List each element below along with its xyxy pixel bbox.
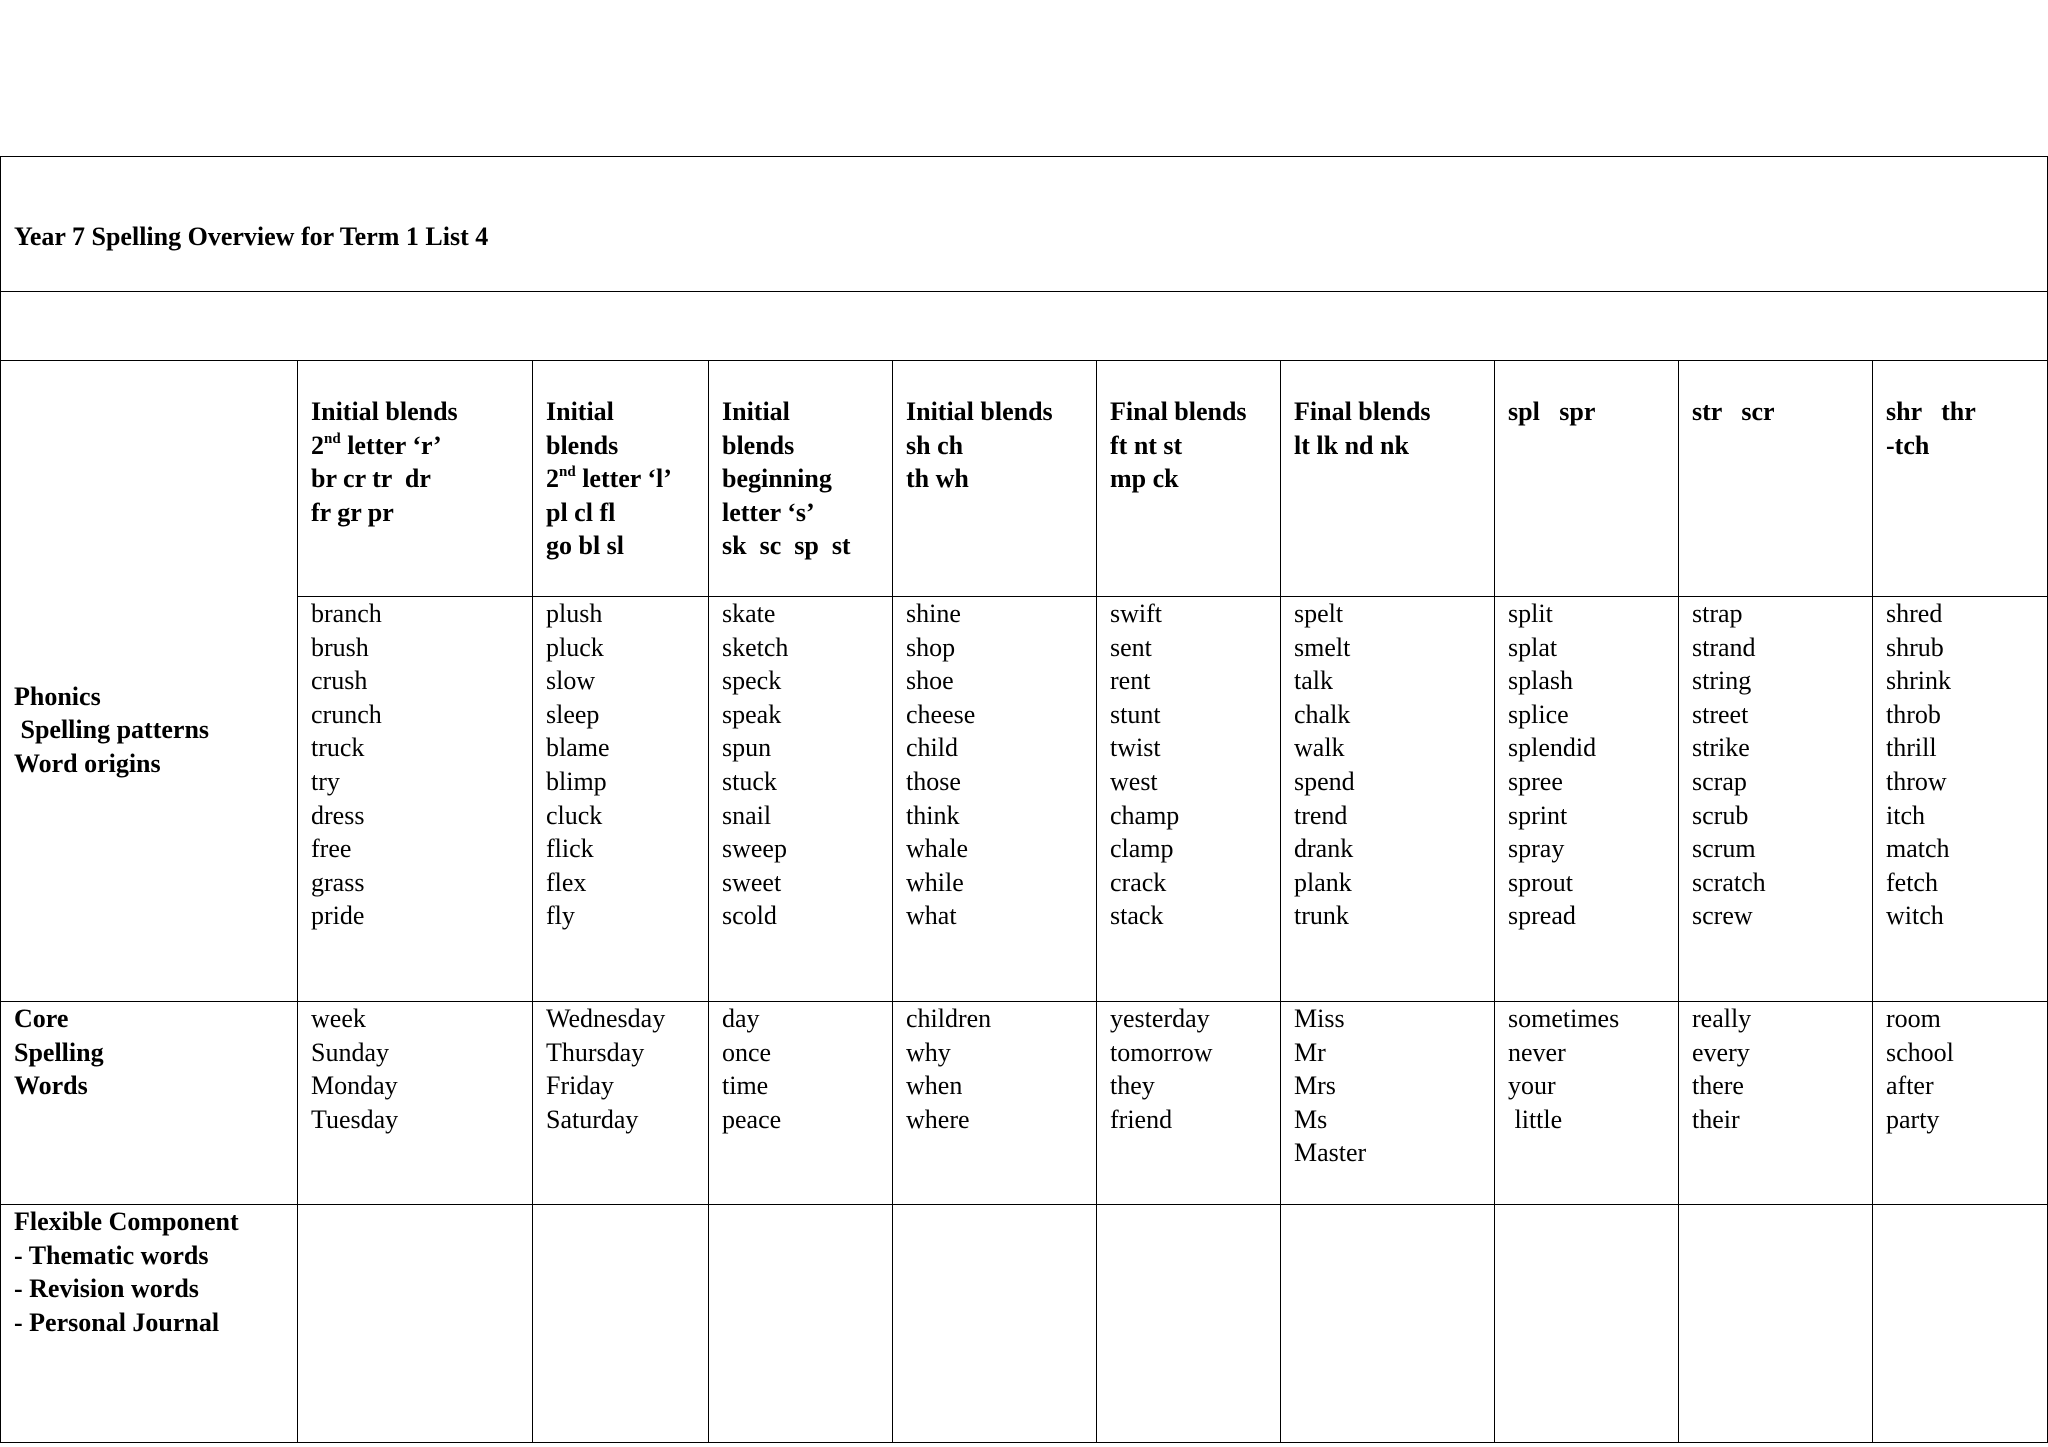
word-item: Miss [1294,1004,1345,1033]
word-item: little [1508,1104,1563,1134]
word-item: trunk [1294,901,1349,931]
pattern-header-line: Initial [546,397,614,426]
word-item: splice [1508,699,1569,729]
row-label-flexible [1,1205,298,1443]
pattern-header-line: pl cl fl [546,497,616,527]
pattern-header-line: beginning [722,464,832,494]
word-item: dress [311,800,365,830]
word-item: slow [546,666,596,696]
pattern-header-line: Initial blends [311,397,458,426]
word-item: when [906,1071,963,1101]
pattern-header-line: spl spr [1508,397,1596,426]
word-item: twist [1110,733,1161,763]
word-item: spelt [1294,599,1344,628]
word-item: whale [906,834,969,864]
phonics-word-list-cell [1097,597,1281,1002]
table-title-cell [1,157,2048,292]
row-label-line: - Personal Journal [14,1307,220,1337]
word-item: never [1508,1037,1566,1067]
word-item: spree [1508,766,1563,796]
pattern-header-cell [1281,361,1495,597]
row-label-line: - Revision words [14,1274,199,1304]
word-item: crack [1110,867,1167,897]
word-item: spread [1508,901,1576,931]
word-item: scrap [1692,766,1747,796]
word-item: cluck [546,800,603,830]
word-item: Sunday [311,1037,389,1067]
flexible-component-row [1,1205,2048,1443]
row-label-line: Spelling [14,1037,104,1067]
pattern-header-line: Initial blends [906,397,1053,426]
pattern-header-line: ft nt st [1110,430,1183,460]
core-words-row [1,1002,2048,1205]
word-item: speak [722,699,782,729]
word-item: street [1692,699,1749,729]
row-label-line: Core [14,1004,69,1033]
word-item: skate [722,599,776,628]
word-item: strike [1692,733,1750,763]
word-item: speck [722,666,782,696]
word-item: Friday [546,1071,614,1101]
pattern-header-line: blends [722,430,795,460]
word-item: your [1508,1071,1556,1101]
word-item: tomorrow [1110,1037,1213,1067]
word-item: thrill [1886,733,1937,763]
pattern-header-line: Final blends [1294,397,1431,426]
pattern-header-cell [1873,361,2048,597]
word-item: throw [1886,766,1947,796]
word-item: rent [1110,666,1151,696]
core-word-list-cell [709,1002,893,1205]
pattern-header-line: letter ‘s’ [722,497,815,527]
word-item: why [906,1037,951,1067]
word-item: Tuesday [311,1104,399,1134]
core-word-list-cell [893,1002,1097,1205]
pattern-header-line: Initial [722,397,790,426]
word-item: Master [1294,1138,1367,1168]
core-word-list-cell [1097,1002,1281,1205]
phonics-word-list-cell [298,597,533,1002]
word-item: crush [311,666,368,696]
flexible-empty-cell [298,1205,533,1443]
phonics-word-list-cell [893,597,1097,1002]
word-item: sweep [722,834,787,864]
pattern-header-line: sh ch [906,430,964,460]
pattern-header-line: th wh [906,464,969,494]
word-item: try [311,766,340,796]
word-item: yesterday [1110,1004,1210,1033]
word-item: snail [722,800,772,830]
pattern-header-cell [1097,361,1281,597]
word-item: cheese [906,699,976,729]
pattern-header-cell [298,361,533,597]
word-item: every [1692,1037,1750,1067]
word-item: shrub [1886,632,1944,662]
word-item: really [1692,1004,1752,1033]
row-label-line: Word origins [14,748,161,778]
word-item: their [1692,1104,1740,1134]
word-item: scold [722,901,777,931]
word-item: pluck [546,632,604,662]
pattern-header-line: Final blends [1110,397,1247,426]
pattern-header-line: blends [546,430,619,460]
word-item: pride [311,901,365,931]
word-item: party [1886,1104,1940,1134]
word-item: child [906,733,958,763]
core-word-list-cell [1873,1002,2048,1205]
word-item: sprout [1508,867,1573,897]
word-item: champ [1110,800,1180,830]
word-item: west [1110,766,1158,796]
word-item: scrum [1692,834,1756,864]
word-item: friend [1110,1104,1173,1134]
word-item: Mr [1294,1037,1326,1067]
word-item: splendid [1508,733,1597,763]
word-item: sweet [722,867,782,897]
phonics-word-list-cell [1679,597,1873,1002]
flexible-empty-cell [533,1205,709,1443]
word-item: spun [722,733,772,763]
flexible-empty-cell [1873,1205,2048,1443]
word-item: brush [311,632,369,662]
phonics-word-list-cell [533,597,709,1002]
word-item: Monday [311,1071,398,1101]
word-item: strand [1692,632,1756,662]
pattern-header-line: mp ck [1110,464,1179,494]
word-item: drank [1294,834,1354,864]
word-item: peace [722,1104,782,1134]
word-item: Mrs [1294,1071,1336,1101]
word-item: Saturday [546,1104,639,1134]
phonics-words-row [1,597,2048,1002]
flexible-empty-cell [709,1205,893,1443]
pattern-header-cell [1679,361,1873,597]
word-item: talk [1294,666,1333,696]
word-item: flex [546,867,587,897]
row-label-line: Phonics [14,681,101,711]
pattern-header-cell [893,361,1097,597]
word-item: strap [1692,599,1743,628]
word-item: those [906,766,961,796]
pattern-header-line: -tch [1886,430,1930,460]
row-label-line: Flexible Component [14,1207,239,1236]
word-item: shop [906,632,956,662]
pattern-header-cell [533,361,709,597]
word-item: match [1886,834,1950,864]
word-item: room [1886,1004,1941,1033]
word-item: throb [1886,699,1941,729]
word-item: while [906,867,964,897]
word-item: fetch [1886,867,1938,897]
word-item: Thursday [546,1037,645,1067]
word-item: branch [311,599,382,628]
word-item: free [311,834,352,864]
word-item: Ms [1294,1104,1328,1134]
word-item: where [906,1104,970,1134]
empty-spacer-row [1,292,2048,361]
word-item: shine [906,599,961,628]
pattern-header-cell [709,361,893,597]
core-word-list-cell [1679,1002,1873,1205]
phonics-word-list-cell [1495,597,1679,1002]
word-item: stuck [722,766,777,796]
word-item: scrub [1692,800,1749,830]
word-item: scratch [1692,867,1766,897]
core-word-list-cell [1281,1002,1495,1205]
word-item: day [722,1004,760,1033]
pattern-header-line: shr thr [1886,397,1976,426]
pattern-header-line: str scr [1692,397,1775,426]
word-item: clamp [1110,834,1174,864]
word-item: stunt [1110,699,1161,729]
word-item: itch [1886,800,1925,830]
word-item: chalk [1294,699,1351,729]
row-label-line: Spelling patterns [14,715,210,745]
word-item: what [906,901,957,931]
word-item: truck [311,733,365,763]
word-item: Wednesday [546,1004,666,1033]
phonics-word-list-cell [1873,597,2048,1002]
word-item: sketch [722,632,789,662]
word-item: they [1110,1071,1155,1101]
word-item: grass [311,867,365,897]
phonics-word-list-cell [709,597,893,1002]
word-item: string [1692,666,1752,696]
word-item: stack [1110,901,1164,931]
word-item: shrink [1886,666,1951,696]
pattern-header-cell [1495,361,1679,597]
word-item: swift [1110,599,1162,628]
word-item: spray [1508,834,1565,864]
word-item: children [906,1004,992,1033]
pattern-header-line: lt lk nd nk [1294,430,1409,460]
flexible-empty-cell [1097,1205,1281,1443]
word-item: plank [1294,867,1352,897]
word-item: splat [1508,632,1558,662]
word-item: split [1508,599,1553,628]
row-label-core [1,1002,298,1205]
word-item: sent [1110,632,1152,662]
pattern-header-line: br cr tr dr [311,464,431,494]
pattern-header-line: go bl sl [546,531,625,561]
word-item: walk [1294,733,1345,763]
word-item: crunch [311,699,382,729]
core-word-list-cell [1495,1002,1679,1205]
word-item: blame [546,733,610,763]
word-item: plush [546,599,603,628]
word-item: screw [1692,901,1753,931]
word-item: fly [546,901,575,931]
word-item: shred [1886,599,1943,628]
row-label-line: Words [14,1071,88,1101]
word-item: trend [1294,800,1348,830]
pattern-header-line: fr gr pr [311,497,394,527]
word-item: once [722,1037,772,1067]
word-item: think [906,800,960,830]
word-item: sometimes [1508,1004,1620,1033]
word-item: splash [1508,666,1573,696]
word-item: time [722,1071,769,1101]
phonics-word-list-cell [1281,597,1495,1002]
pattern-header-row [1,361,2048,597]
word-item: after [1886,1071,1934,1101]
page-title: Year 7 Spelling Overview for Term 1 List 4 [14,222,489,252]
spelling-overview-table [0,156,2048,1443]
core-word-list-cell [533,1002,709,1205]
flexible-empty-cell [893,1205,1097,1443]
flexible-empty-cell [1281,1205,1495,1443]
word-item: blimp [546,766,607,796]
row-label-phonics [1,361,298,1002]
word-item: flick [546,834,594,864]
word-item: sprint [1508,800,1568,830]
pattern-header-line: 2nd letter ‘l’ [546,464,672,494]
word-item: spend [1294,766,1355,796]
word-item: smelt [1294,632,1351,662]
flexible-empty-cell [1679,1205,1873,1443]
pattern-header-line: sk sc sp st [722,531,851,561]
word-item: school [1886,1037,1954,1067]
word-item: shoe [906,666,954,696]
word-item: week [311,1004,366,1033]
flexible-empty-cell [1495,1205,1679,1443]
word-item: sleep [546,699,600,729]
word-item: witch [1886,901,1944,931]
row-label-line: - Thematic words [14,1240,209,1270]
core-word-list-cell [298,1002,533,1205]
word-item: there [1692,1071,1744,1101]
pattern-header-line: 2nd letter ‘r’ [311,430,442,460]
